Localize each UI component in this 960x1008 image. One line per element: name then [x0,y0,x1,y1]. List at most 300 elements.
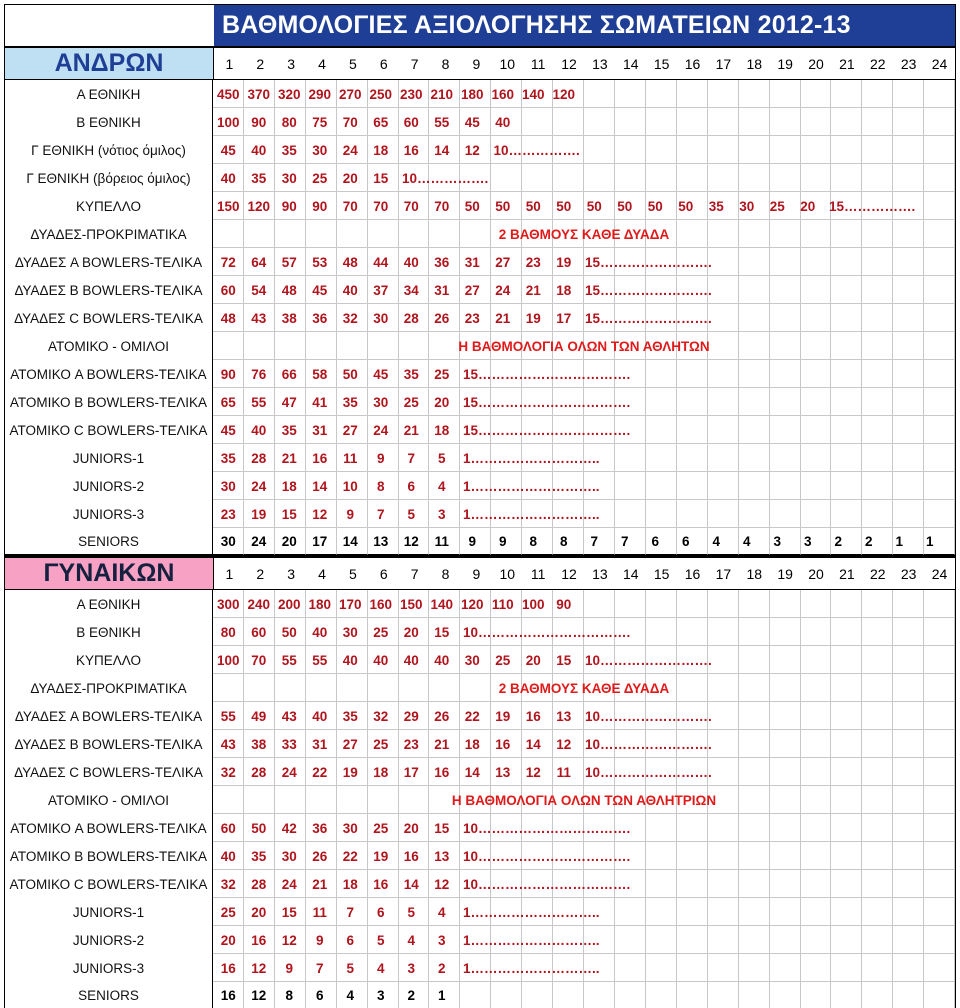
grid-cell [862,702,893,730]
grid-cell [862,786,893,814]
score-value: 18 [556,282,572,298]
score-value: 140 [521,86,545,102]
grid-cell [893,982,924,1008]
grid-cell [584,730,615,758]
score-value: 60 [251,624,267,640]
grid-cell [801,954,832,982]
grid-cell [708,444,739,472]
row-label: ΔΥΑΔΕΣ C BOWLERS-ΤΕΛΙΚΑ [4,304,213,332]
row-cells [213,926,956,954]
grid-cell [429,416,460,444]
grid-cell [244,444,275,472]
grid-cell [368,164,399,192]
score-value: 1 [925,534,934,549]
grid-cell [862,674,893,702]
grid-cell [615,926,646,954]
grid-cell [801,870,832,898]
grid-cell [801,982,832,1008]
grid-cell [460,80,491,108]
grid-cell [337,332,368,360]
grid-cell [337,164,368,192]
column-number: 10 [499,565,516,582]
grid-cell [708,674,739,702]
grid-cell [337,674,368,702]
table-row [4,192,956,220]
table-row [4,590,956,618]
score-value: 70 [342,114,358,130]
column-number: 8 [441,55,450,72]
table-row [4,702,956,730]
score-value: 450 [216,86,240,102]
grid-cell [831,646,862,674]
grid-cell [893,80,924,108]
grid-cell [615,444,646,472]
grid-cell [213,528,244,555]
grid-cell [337,136,368,164]
grid-cell [553,926,584,954]
grid-cell [646,982,677,1008]
score-value: 11 [343,450,358,466]
grid-cell [646,870,677,898]
grid-cell [615,814,646,842]
grid-cell [399,416,430,444]
table-row [4,646,956,674]
grid-cell [213,982,244,1008]
grid-cell [213,758,244,786]
score-value: 44 [373,254,389,270]
grid-cell [893,164,924,192]
score-value: 31 [434,282,450,298]
grid-cell [584,444,615,472]
grid-cell [708,646,739,674]
row-note: Η ΒΑΘΜΟΛΟΓΙΑ ΟΛΩΝ ΤΩΝ ΑΘΛΗΤΩΝ [458,338,710,354]
grid-cell [708,814,739,842]
grid-cell [924,758,955,786]
grid-cell [306,702,337,730]
grid-cell [244,842,275,870]
grid-cell [368,248,399,276]
grid-cell [244,164,275,192]
score-value: 1 [895,534,903,549]
grid-cell [244,618,275,646]
grid-cell [831,500,862,528]
grid-cell [275,814,306,842]
grid-cell [584,192,615,220]
grid-cell [831,786,862,814]
grid-cell [553,80,584,108]
grid-cell [831,332,862,360]
grid-cell [244,674,275,702]
table-row [4,360,956,388]
grid-cell [306,590,337,618]
grid-cell [213,108,244,136]
grid-cell [584,954,615,982]
grid-cell [770,590,801,618]
grid-cell [831,80,862,108]
score-value: 37 [373,282,389,298]
grid-cell [893,590,924,618]
grid-cell [831,590,862,618]
grid-cell [491,276,522,304]
row-cells [213,388,956,416]
score-value: 160 [491,86,515,102]
row-label: ΔΥΑΔΕΣ B BOWLERS-ΤΕΛΙΚΑ [4,276,213,304]
grid-cell [708,702,739,730]
score-value: 66 [281,366,297,382]
column-number: 17 [715,55,732,72]
column-number: 24 [931,55,948,72]
score-value: 11 [434,534,449,549]
grid-cell [306,360,337,388]
score-value: 32 [220,876,236,892]
grid-cell [244,982,275,1008]
grid-cell [460,954,491,982]
grid-cell [213,870,244,898]
grid-cell [831,220,862,248]
grid-cell [677,416,708,444]
score-value: 50 [464,198,480,214]
grid-cell [491,786,522,814]
score-value: 48 [281,282,297,298]
grid-cell [677,814,708,842]
score-value: 8 [529,534,537,549]
score-value: 23 [403,736,419,752]
grid-cell [399,618,430,646]
score-value: 2 [407,988,415,1003]
grid-cell [924,786,955,814]
grid-cell [460,646,491,674]
grid-cell [460,528,491,555]
grid-cell [368,136,399,164]
grid-cell [399,954,430,982]
grid-cell [770,982,801,1008]
grid-cell [646,304,677,332]
grid-cell [801,192,832,220]
grid-cell [924,618,955,646]
row-label: SENIORS [4,528,213,555]
grid-cell [553,702,584,730]
row-cells [213,898,956,926]
men-column-numbers [214,48,955,79]
grid-cell [584,702,615,730]
grid-cell [646,500,677,528]
grid-cell [831,898,862,926]
grid-cell [337,500,368,528]
grid-cell [924,472,955,500]
grid-cell [646,220,677,248]
grid-cell [553,842,584,870]
grid-cell [708,80,739,108]
grid-cell [584,164,615,192]
score-value-tail: 15……………………………. [463,366,631,382]
score-value: 80 [281,114,297,130]
grid-cell [275,674,306,702]
grid-cell [368,108,399,136]
score-value: 24 [342,142,358,158]
grid-cell [306,472,337,500]
grid-cell [677,108,708,136]
score-value: 25 [312,170,328,186]
row-label: JUNIORS-3 [4,500,213,528]
grid-cell [429,528,460,555]
grid-cell [522,954,553,982]
column-number: 18 [746,565,763,582]
grid-cell [739,276,770,304]
grid-cell [460,192,491,220]
grid-cell [677,702,708,730]
grid-cell [429,220,460,248]
grid-cell [770,108,801,136]
grid-cell [337,926,368,954]
grid-cell [429,276,460,304]
grid-cell [429,898,460,926]
column-number: 9 [472,565,481,582]
score-value: 35 [251,848,267,864]
grid-cell [368,304,399,332]
grid-cell [831,926,862,954]
score-value: 31 [312,422,328,438]
row-label: ΔΥΑΔΕΣ-ΠΡΟΚΡΙΜΑΤΙΚΑ [4,674,213,702]
grid-cell [831,444,862,472]
score-value: 90 [220,366,236,382]
grid-cell [553,528,584,555]
grid-cell [522,870,553,898]
grid-cell [893,108,924,136]
grid-cell [831,842,862,870]
grid-cell [399,528,430,555]
grid-cell [708,164,739,192]
score-value: 13 [434,848,450,864]
grid-cell [491,444,522,472]
grid-cell [244,108,275,136]
grid-cell [460,136,491,164]
score-value: 35 [708,198,724,214]
column-number: 12 [561,55,577,72]
grid-cell [491,926,522,954]
score-value: 35 [342,394,358,410]
score-value-tail: 10……………………. [585,652,712,668]
score-value: 9 [285,960,293,976]
column-number: 9 [472,55,481,72]
score-value: 3 [803,534,812,549]
grid-cell [739,758,770,786]
grid-cell [244,814,275,842]
grid-cell [862,80,893,108]
score-value: 160 [369,596,393,612]
score-value: 45 [373,366,389,382]
score-value: 76 [251,366,267,382]
column-number: 16 [684,55,701,72]
score-value: 4 [437,478,446,494]
score-value: 75 [312,114,328,130]
score-value: 24 [281,764,297,780]
grid-cell [801,674,832,702]
grid-cell [429,136,460,164]
grid-cell [460,388,491,416]
grid-cell [646,332,677,360]
grid-cell [893,842,924,870]
score-value: 100 [216,652,240,668]
column-number: 20 [808,55,824,72]
score-value: 370 [247,86,271,102]
grid-cell [399,730,430,758]
grid-cell [429,730,460,758]
grid-cell [213,500,244,528]
score-value: 18 [373,764,389,780]
grid-cell [337,416,368,444]
grid-cell [801,332,832,360]
grid-cell [306,248,337,276]
score-value: 270 [338,86,362,102]
title-bar [4,4,956,46]
grid-cell [368,500,399,528]
grid-cell [893,360,924,388]
grid-cell [677,444,708,472]
grid-cell [708,220,739,248]
row-cells [213,528,956,555]
score-value: 25 [220,904,236,920]
grid-cell [615,842,646,870]
score-value-tail: 10……………………………. [463,876,631,892]
table-row [4,108,956,136]
grid-cell [770,842,801,870]
grid-cell [491,528,522,555]
grid-cell [244,472,275,500]
grid-cell [399,814,430,842]
grid-cell [553,360,584,388]
table-row [4,528,956,556]
grid-cell [522,276,553,304]
row-label: ΚΥΠΕΛΛΟ [4,646,213,674]
grid-cell [491,730,522,758]
score-value: 47 [281,394,297,410]
grid-cell [770,388,801,416]
grid-cell [429,388,460,416]
grid-cell [739,136,770,164]
grid-cell [646,814,677,842]
score-value: 25 [373,736,389,752]
grid-cell [244,758,275,786]
grid-cell [677,926,708,954]
score-value: 55 [281,652,297,668]
score-value: 4 [407,932,415,948]
grid-cell [213,618,244,646]
score-value: 26 [434,310,450,326]
score-value: 80 [220,624,236,640]
column-number: 21 [839,55,855,72]
grid-cell [244,528,275,555]
score-value-tail: 15……………………………. [463,394,631,410]
grid-cell [306,220,337,248]
grid-cell [584,500,615,528]
grid-cell [399,674,430,702]
row-label: ΑΤΟΜΙΚΟ A BOWLERS-ΤΕΛΙΚΑ [4,360,213,388]
column-number: 7 [410,55,419,72]
grid-cell [491,618,522,646]
grid-cell [646,360,677,388]
men-header [4,46,956,80]
grid-cell [924,164,955,192]
score-value: 11 [556,764,571,780]
grid-cell [646,646,677,674]
score-value-tail: 15……………………. [585,282,712,298]
grid-cell [615,590,646,618]
table-row [4,842,956,870]
grid-cell [646,472,677,500]
grid-cell [615,332,646,360]
grid-cell [924,192,955,220]
grid-cell [924,646,955,674]
score-value: 40 [251,422,267,438]
score-value: 9 [346,506,354,522]
grid-cell [584,618,615,646]
grid-cell [831,276,862,304]
grid-cell [801,136,832,164]
grid-cell [429,444,460,472]
column-number: 7 [410,565,419,582]
grid-cell [893,646,924,674]
grid-cell [306,108,337,136]
grid-cell [831,108,862,136]
grid-cell [893,388,924,416]
grid-cell [893,898,924,926]
grid-cell [491,304,522,332]
grid-cell [739,702,770,730]
table-row [4,674,956,702]
grid-cell [429,786,460,814]
column-number: 1 [225,565,234,582]
grid-cell [770,730,801,758]
grid-cell [399,304,430,332]
grid-cell [739,814,770,842]
grid-cell [677,388,708,416]
women-section [4,556,956,1008]
grid-cell [399,870,430,898]
grid-cell [213,444,244,472]
score-value: 19 [251,506,267,522]
grid-cell [491,360,522,388]
score-value: 16 [373,876,389,892]
grid-cell [646,528,677,555]
grid-cell [553,304,584,332]
grid-cell [739,192,770,220]
grid-cell [770,814,801,842]
row-cells [213,646,956,674]
grid-cell [862,248,893,276]
grid-cell [553,590,584,618]
row-label: JUNIORS-2 [4,472,213,500]
score-value: 5 [437,450,446,466]
grid-cell [646,80,677,108]
grid-cell [553,870,584,898]
grid-cell [368,192,399,220]
grid-cell [522,332,553,360]
grid-cell [491,982,522,1008]
grid-cell [275,472,306,500]
grid-cell [460,814,491,842]
grid-cell [522,416,553,444]
grid-cell [615,192,646,220]
grid-cell [553,898,584,926]
grid-cell [924,842,955,870]
score-value: 55 [434,114,450,130]
grid-cell [801,388,832,416]
grid-cell [275,618,306,646]
score-value: 32 [342,310,358,326]
grid-cell [491,500,522,528]
grid-cell [708,954,739,982]
row-label: Β ΕΘΝΙΚΗ [4,108,213,136]
